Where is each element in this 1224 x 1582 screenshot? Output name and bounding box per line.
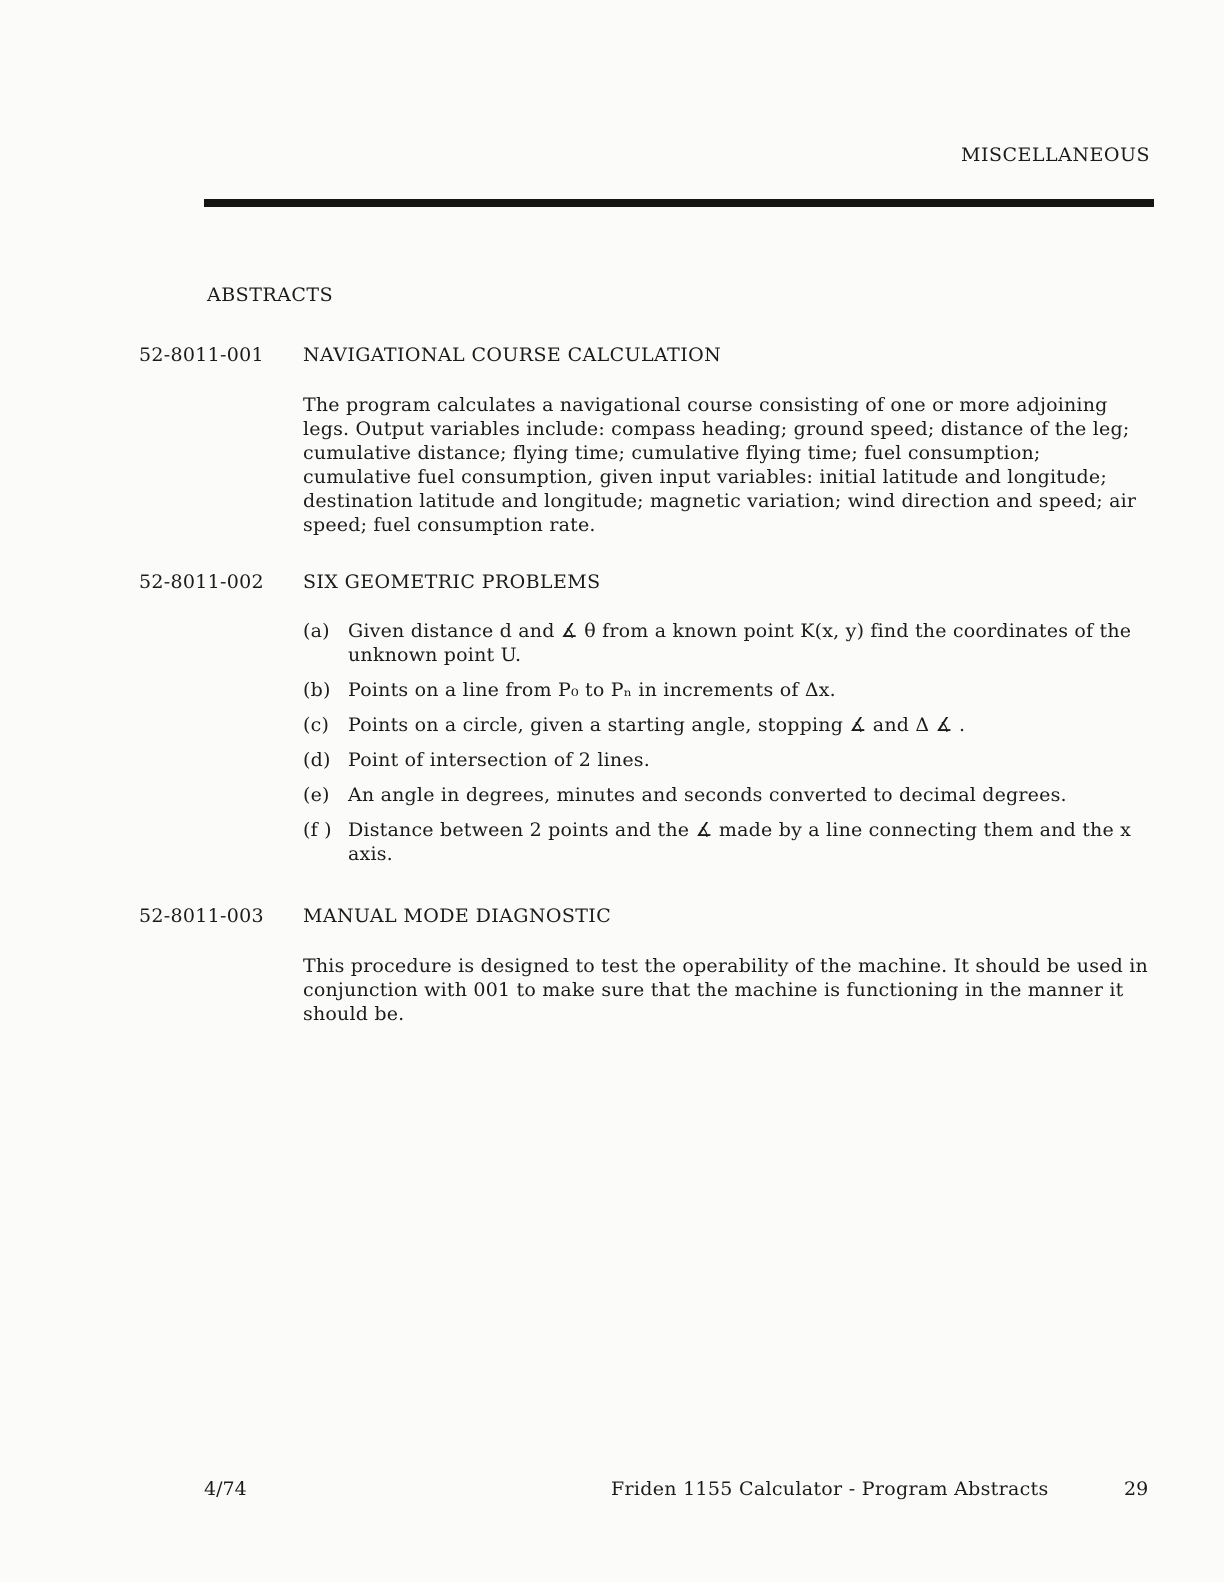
item-text: Point of intersection of 2 lines. xyxy=(348,749,650,771)
item-key: (c) xyxy=(303,714,330,736)
list-item xyxy=(303,748,1143,772)
footer-date: 4/74 xyxy=(204,1478,247,1500)
page-number: 29 xyxy=(1124,1478,1149,1500)
list-item xyxy=(303,713,1143,737)
list-item xyxy=(303,818,1143,866)
entry-code: 52-8011-001 xyxy=(139,344,264,366)
entry-code: 52-8011-003 xyxy=(139,905,264,927)
entry-code: 52-8011-002 xyxy=(139,571,264,593)
footer-title: Friden 1155 Calculator - Program Abstracts xyxy=(611,1478,1049,1500)
item-text: Points on a line from P₀ to Pₙ in increments of Δx. xyxy=(348,679,836,701)
page-header-label: MISCELLANEOUS xyxy=(961,144,1150,166)
entry-title: NAVIGATIONAL COURSE CALCULATION xyxy=(303,344,722,366)
item-key: (e) xyxy=(303,784,330,806)
item-key: (b) xyxy=(303,679,331,701)
list-item xyxy=(303,783,1143,807)
entry-body xyxy=(303,954,1153,1026)
entry-paragraph: This procedure is designed to test the operability of the machine. It should be used in conjunction with 001 to make sure that the machine is functioning in the manner it should be. xyxy=(303,955,1148,1025)
item-text: An angle in degrees, minutes and seconds converted to decimal degrees. xyxy=(348,784,1067,806)
item-key: (d) xyxy=(303,749,331,771)
entry-body xyxy=(303,393,1153,537)
item-key: (a) xyxy=(303,620,330,642)
section-title: ABSTRACTS xyxy=(207,284,334,306)
item-text: Points on a circle, given a starting angle, stopping ∡ and Δ ∡ . xyxy=(348,714,966,736)
entry-title: SIX GEOMETRIC PROBLEMS xyxy=(303,571,601,593)
item-key: (f ) xyxy=(303,819,332,841)
entry-paragraph: The program calculates a navigational course consisting of one or more adjoining legs. Output variables include: compass heading; ground speed; distance of the leg; cumulative distance; flying time; cumulative flying time; fuel consumption; cumulative fuel consumption, given input variables: initial latitude and longitude; destination latitude and longitude; magnetic variation; wind direction and speed; air speed; fuel consumption rate. xyxy=(303,394,1137,536)
item-text: Distance between 2 points and the ∡ made by a line connecting them and the x axis. xyxy=(348,819,1132,865)
item-text: Given distance d and ∡ θ from a known point K(x, y) find the coordinates of the unknown point U. xyxy=(348,620,1132,666)
list-item xyxy=(303,678,1143,702)
list-item xyxy=(303,619,1143,667)
header-rule xyxy=(204,199,1154,207)
entry-title: MANUAL MODE DIAGNOSTIC xyxy=(303,905,612,927)
problem-list xyxy=(303,619,1143,877)
